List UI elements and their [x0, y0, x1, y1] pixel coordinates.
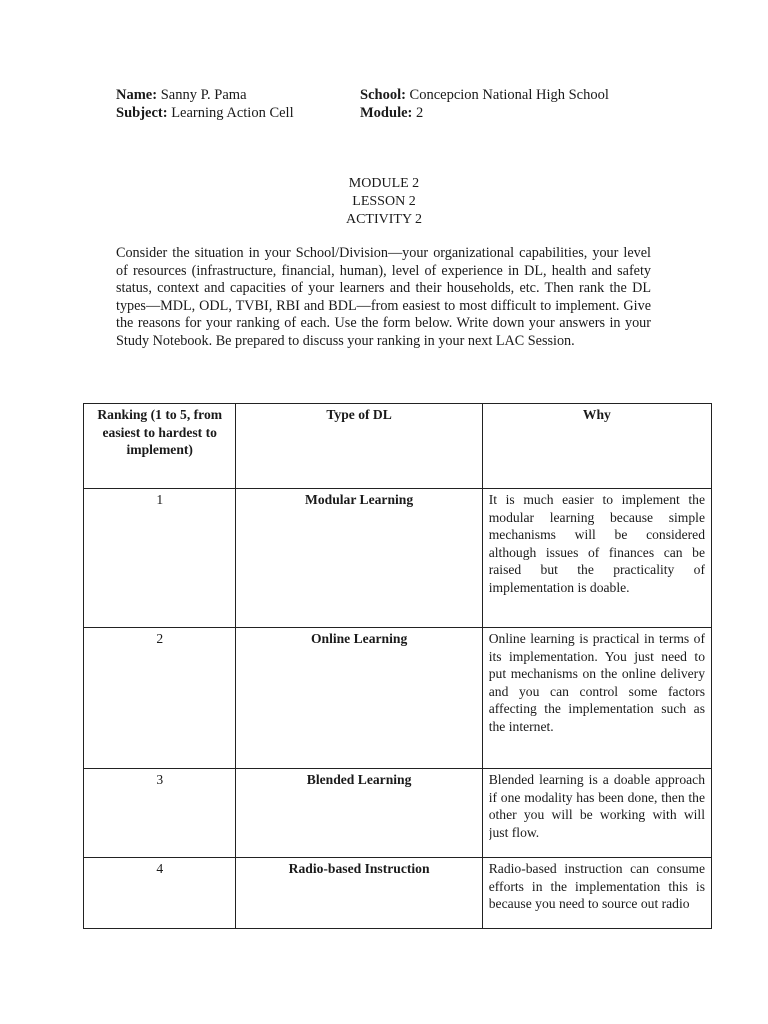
lesson-title: LESSON 2	[352, 194, 416, 209]
school-value: Concepcion National High School	[409, 87, 609, 103]
title-block	[0, 175, 768, 229]
name-field	[116, 86, 360, 104]
type-cell: Radio-based Instruction	[236, 858, 482, 929]
why-cell	[482, 489, 711, 628]
instructions-paragraph: Consider the situation in your School/Division—your organizational capabilities, your level of resources (infrastructure, financial, human), level of experience in DL, health and safety status, context and capacities of your learners and their households, etc. Then rank the DL types—MDL, ODL, TVBI, RBI and BDL—from easiest to most difficult to implement. Give the reasons for your ranking of each. Use the form below. Write down your answers in your Study Notebook. Be prepared to discuss your ranking in your next LAC Session.	[116, 245, 651, 349]
why-cell	[482, 628, 711, 769]
table-row	[84, 489, 712, 628]
school-field	[360, 86, 676, 104]
subject-value: Learning Action Cell	[171, 105, 294, 121]
header-block	[116, 86, 676, 122]
type-cell: Blended Learning	[236, 769, 482, 858]
why-text: It is much easier to implement the modular learning because simple mechanisms will be considered although issues of finances can be raised but the practicality of implementation is doable.	[488, 492, 705, 595]
table-row	[84, 628, 712, 769]
why-cell	[482, 858, 711, 929]
table-row	[84, 858, 712, 929]
name-value: Sanny P. Pama	[160, 87, 247, 103]
subject-field	[116, 104, 360, 122]
why-text: Blended learning is a doable approach if one modality has been done, then the other you will be working with will just flow.	[488, 772, 705, 840]
type-cell: Modular Learning	[236, 489, 482, 628]
table-row	[84, 769, 712, 858]
module-field	[360, 104, 676, 122]
type-cell: Online Learning	[236, 628, 482, 769]
school-label: School:	[360, 87, 406, 103]
header-row-2	[116, 104, 676, 122]
module-title: MODULE 2	[348, 176, 420, 191]
rank-cell: 1	[84, 489, 236, 628]
rank-cell: 2	[84, 628, 236, 769]
why-text: Radio-based instruction can consume efforts in the implementation this is because you need to source out radio	[488, 861, 705, 911]
why-text: Online learning is practical in terms of its implementation. You just need to put mechanisms on the online delivery and you can control some factors affecting the implementation such as the internet.	[488, 631, 705, 734]
header-row-1	[116, 86, 676, 104]
column-header-why: Why	[482, 404, 711, 489]
name-label: Name:	[116, 87, 158, 103]
column-header-ranking: Ranking (1 to 5, from easiest to hardest to implement)	[84, 404, 236, 489]
column-header-type: Type of DL	[236, 404, 482, 489]
module-label: Module:	[360, 105, 413, 121]
activity-title: ACTIVITY 2	[345, 212, 423, 227]
table-header-row	[84, 404, 712, 489]
ranking-table	[83, 403, 712, 929]
subject-label: Subject:	[116, 105, 168, 121]
module-value: 2	[415, 105, 424, 121]
rank-cell: 3	[84, 769, 236, 858]
why-cell	[482, 769, 711, 858]
rank-cell: 4	[84, 858, 236, 929]
